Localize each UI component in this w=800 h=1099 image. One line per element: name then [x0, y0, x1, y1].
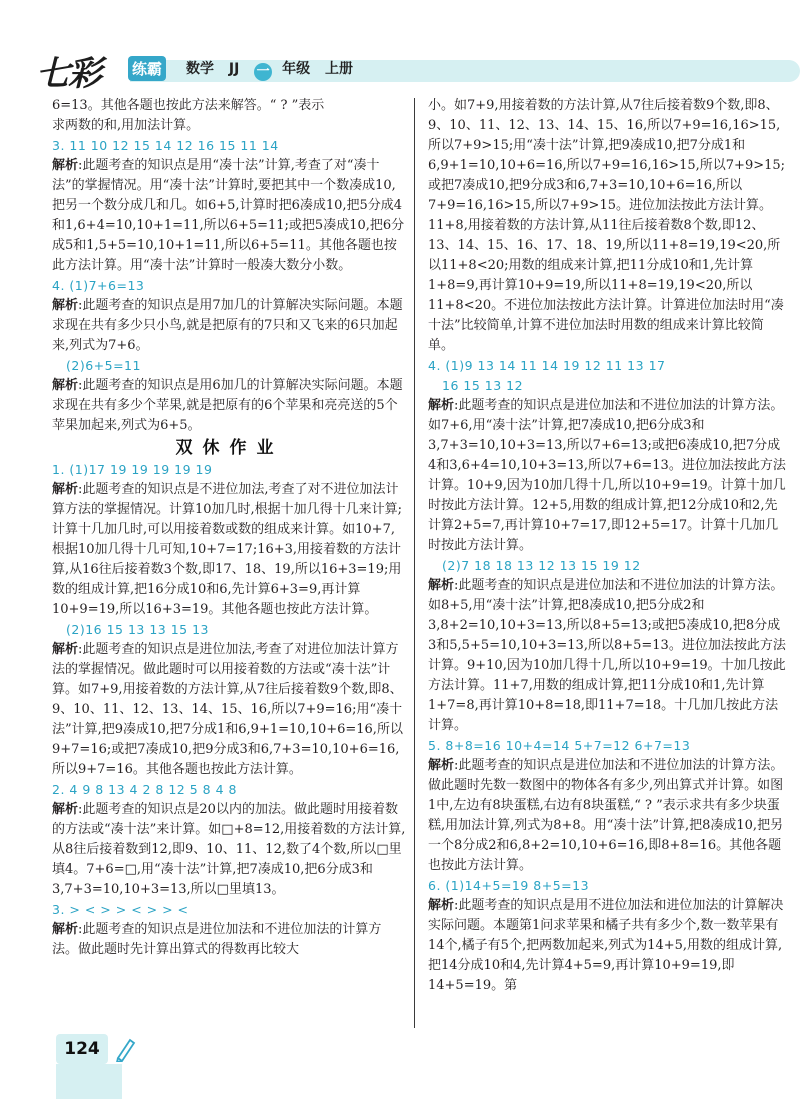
explanation-label: 解析 — [52, 298, 79, 313]
explanation-label: 解析 — [52, 802, 79, 817]
explanation-paragraph — [52, 800, 407, 900]
explanation-text: :此题考查的知识点是用“凑十法”计算,考查了对“凑十法”的掌握情况。用“凑十法”计算时,要把其中一个数凑成10,把另一个数分成几和几。如6+5,计算时把6凑成10,把5分成4和1,6+4=10,10+1=11,所以6+5=11;或把5凑成10,把6分成5和1,5+5=10,10+1=11,所以6+5=11。其他各题也按此方法计算。用“凑十法”计算时一般凑大数分小数。 — [52, 158, 405, 273]
right-column — [428, 96, 786, 996]
explanation-paragraph — [52, 296, 407, 356]
answer-line: 3. > < > > < > > < — [52, 902, 189, 917]
explanation-label: 解析 — [428, 398, 455, 413]
grade-badge: 一 — [254, 63, 272, 81]
explanation-paragraph — [52, 376, 407, 436]
page-footer — [56, 1034, 148, 1066]
section-title: 双休作业 — [175, 438, 284, 458]
page-number: 124 — [56, 1034, 108, 1064]
explanation-text: :此题考查的知识点是20以内的加法。做此题时用接着数的方法或“凑十法”来计算。如□+8=12,用接着数的方法计算,从8往后接着数到12,即9、10、11、12,数了4个数,所以□里填4。7+6=□,用“凑十法”计算,把7凑成10,把6分成3和3,7+3=10,10+3=13,所以□里填13。 — [52, 802, 406, 897]
answer-line: 5. 8+8=16 10+4=14 5+7=12 6+7=13 — [428, 738, 691, 753]
explanation-text: :此题考查的知识点是进位加法和不进位加法的计算方法。做此题时先计算出算式的得数再比较大 — [52, 922, 382, 957]
body-text: 求两数的和,用加法计算。 — [52, 118, 200, 133]
answer-line: 6. (1)14+5=19 8+5=13 — [428, 878, 590, 893]
page-header — [0, 0, 800, 98]
explanation-text: :此题考查的知识点是进位加法和不进位加法的计算方法。如7+6,用“凑十法”计算,把7凑成10,把6分成3和3,7+3=10,10+3=13,所以7+6=13;或把6凑成10,把7分成4和3,6+4=10,10+3=13,所以7+6=13。进位加法按此方法计算。10+9,因为10加几得十几,所以10+9=19。计算十加几时按此方法计算。12+5,用数的组成计算,把12分成10和2,先计算2+5=7,再计算10+7=17,即12+5=17。计算十几加几时按此方法计算。 — [428, 398, 786, 553]
pencil-icon — [114, 1036, 136, 1062]
book-info — [186, 58, 363, 81]
logo-sub-text: 练霸 — [128, 56, 166, 81]
book-logo — [36, 42, 176, 94]
explanation-paragraph — [52, 480, 407, 620]
explanation-text: :此题考查的知识点是进位加法,考查了对进位加法计算方法的掌握情况。做此题时可以用接着数的方法或“凑十法”计算。如7+9,用接着数的方法计算,从7往后接着数9个数,即8、9、10、11、12、13、14、15、16,所以7+9=16;用“凑十法”计算,把9凑成10,把7分成1和6,9+1=10,10+6=16,所以9+7=16;或把7凑成10,把9分成3和6,7+3=10,10+6=16,所以9+7=16。其他各题也按此方法计算。 — [52, 642, 403, 777]
explanation-label: 解析 — [52, 642, 79, 657]
answer-line: 16 15 13 12 — [442, 378, 524, 393]
explanation-text: :此题考查的知识点是不进位加法,考查了对不进位加法计算方法的掌握情况。计算10加几时,根据十加几得十几来计算;计算十几加几时,可以用接着数或数的组成来计算。如10+7,根据10加几得十几可知,10+7=17;16+3,用接着数的方法计算,从16往后接着数3个数,即17、18、19,所以16+3=19;用数的组成计算,把16分成10和6,先计算6+3=9,再计算10+9=19,所以16+3=19。其他各题也按此方法计算。 — [52, 482, 403, 617]
answer-line: 3. 11 10 12 15 14 12 16 15 11 14 — [52, 138, 279, 153]
explanation-label: 解析 — [52, 482, 79, 497]
body-text: 小。如7+9,用接着数的方法计算,从7往后接着数9个数,即8、9、10、11、12、13、14、15、16,所以7+9=16,16>15,所以7+9>15;用“凑十法”计算,把9凑成10,把7分成1和6,9+1=10,10+6=16,所以7+9=16,16>15,所以7+9>15;或把7凑成10,把9分成3和6,7+3=10,10+6=16,所以7+9=16,16>15,所以7+9>15。进位加法按此方法计算。11+8,用接着数的方法计算,从11往后接着数8个数,即12、13、14、15、16、17、18、19,所以11+8=19,19<20,所以11+8<20;用数的组成来计算,把11分成10和1,先计算1+8=9,再计算10+9=19,所以11+8=19,19<20,所以11+8<20。不进位加法按此方法计算。计算进位加法时用“凑十法”比较简单,计算不进位加法时用数的组成来计算比较简单。 — [428, 98, 786, 353]
explanation-text: :此题考查的知识点是用7加几的计算解决实际问题。本题求现在共有多少只小鸟,就是把原有的7只和又飞来的6只加起来,列式为7+6。 — [52, 298, 403, 353]
answer-line: 4. (1)7+6=13 — [52, 278, 145, 293]
explanation-label: 解析 — [428, 898, 455, 913]
explanation-paragraph — [52, 156, 407, 276]
explanation-paragraph — [428, 896, 786, 996]
explanation-label: 解析 — [52, 158, 79, 173]
answer-line: 1. (1)17 19 19 19 19 19 — [52, 462, 213, 477]
explanation-label: 解析 — [52, 378, 79, 393]
explanation-paragraph — [428, 396, 786, 556]
explanation-paragraph — [428, 576, 786, 736]
answer-line: (2)16 15 13 13 15 13 — [66, 622, 210, 637]
explanation-label: 解析 — [428, 578, 455, 593]
answer-line: (2)6+5=11 — [66, 358, 141, 373]
explanation-paragraph — [52, 640, 407, 780]
answer-line: 2. 4 9 8 13 4 2 8 12 5 8 4 8 — [52, 782, 237, 797]
edition-label: JJ — [228, 61, 240, 77]
column-divider — [414, 98, 415, 1028]
answer-line: (2)7 18 18 13 12 13 15 19 12 — [442, 558, 641, 573]
explanation-label: 解析 — [428, 758, 455, 773]
volume-label: 上册 — [325, 61, 354, 77]
explanation-text: :此题考查的知识点是进位加法和不进位加法的计算方法。做此题时先数一数图中的物体各有多少,列出算式并计算。如图1中,左边有8块蛋糕,右边有8块蛋糕,“ ? ”表示求共有多少块蛋糕,用加法计算,列式为8+8。用“凑十法”计算,把8凑成10,把另一个8分成2和6,8+2=10,10+6=16,即8+8=16。其他各题也按此方法计算。 — [428, 758, 784, 873]
explanation-label: 解析 — [52, 922, 79, 937]
body-text: 6=13。其他各题也按此方法来解答。“ ? ”表示 — [52, 98, 325, 113]
explanation-paragraph — [428, 756, 786, 876]
subject-label: 数学 — [186, 61, 214, 77]
explanation-text: :此题考查的知识点是进位加法和不进位加法的计算方法。如8+5,用“凑十法”计算,把8凑成10,把5分成2和3,8+2=10,10+3=13,所以8+5=13;或把5凑成10,把8分成3和5,5+5=10,10+3=13,所以8+5=13。进位加法按此方法计算。9+10,因为10加几得十几,所以10+9=19。十加几按此方法计算。11+7,用数的组成计算,把11分成10和1,先计算1+7=8,再计算10+8=18,即11+7=18。十几加几按此方法计算。 — [428, 578, 786, 733]
grade-label: 年级 — [282, 61, 311, 77]
explanation-text: :此题考查的知识点是用6加几的计算解决实际问题。本题求现在共有多少个苹果,就是把原有的6个苹果和亮亮送的5个苹果加起来,列式为6+5。 — [52, 378, 403, 433]
answer-line: 4. (1)9 13 14 11 14 19 12 11 13 17 — [428, 358, 666, 373]
margin-tab — [56, 1064, 122, 1099]
logo-main-text: 七彩 — [36, 54, 100, 94]
explanation-paragraph — [52, 920, 407, 960]
explanation-text: :此题考查的知识点是用不进位加法和进位加法的计算解决实际问题。本题第1问求苹果和橘子共有多少个,数一数苹果有14个,橘子有5个,把两数加起来,列式为14+5,用数的组成计算,把14分成10和4,先计算4+5=9,再计算10+9=19,即14+5=19。第 — [428, 898, 784, 993]
left-column — [52, 96, 407, 960]
